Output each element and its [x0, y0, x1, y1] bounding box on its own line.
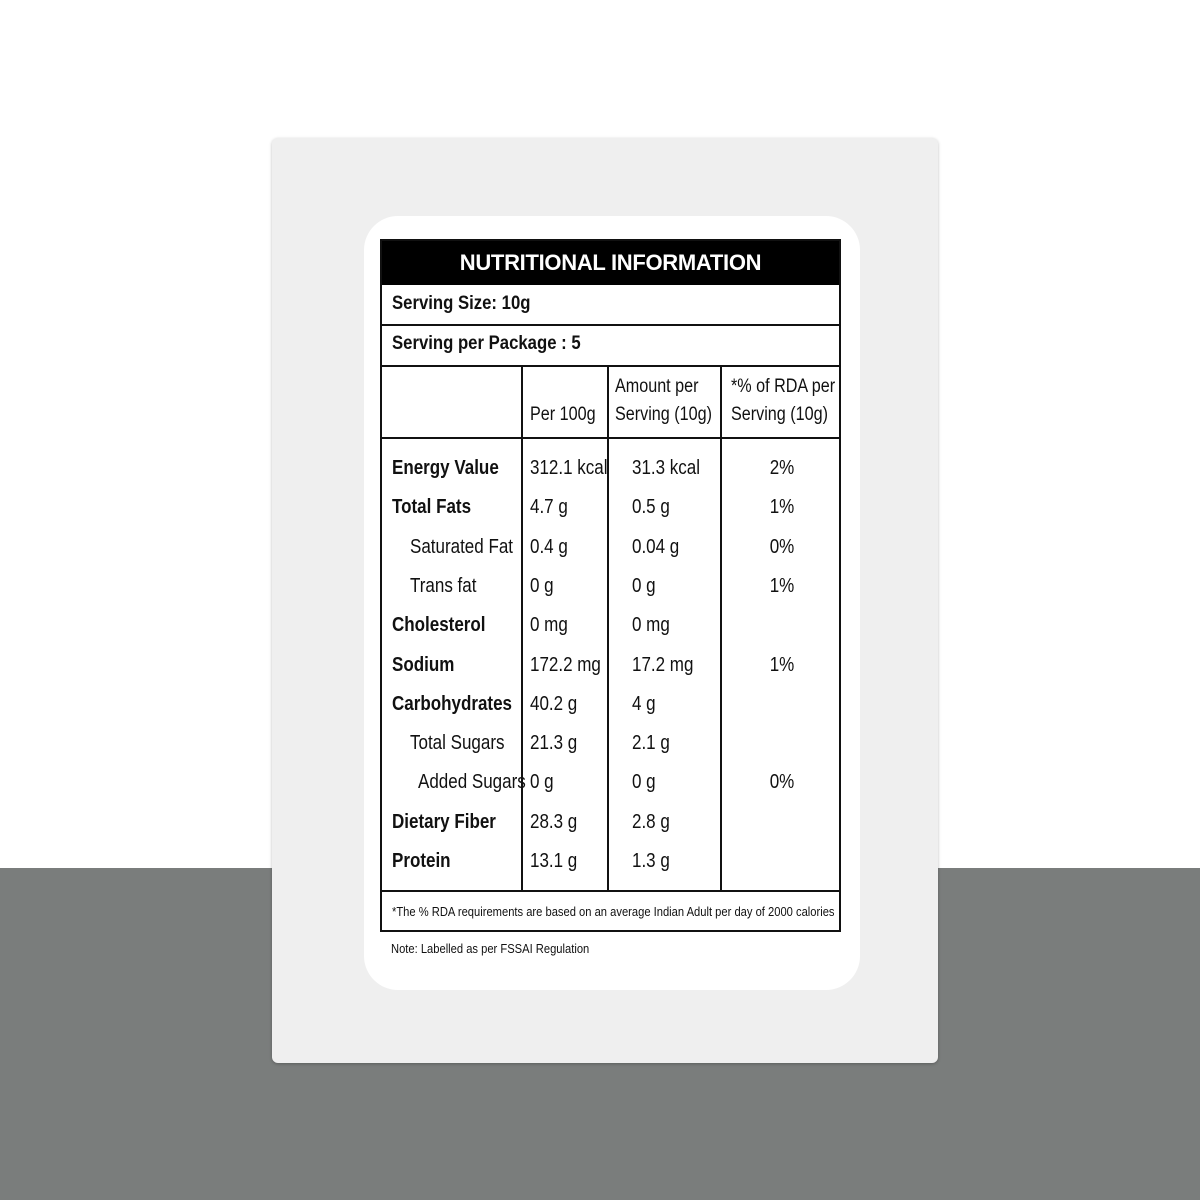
col-header-rda-line2: Serving (10g)	[731, 404, 828, 425]
value-per-100g: 28.3 g	[530, 810, 578, 833]
value-per-serving: 0.04 g	[632, 535, 680, 558]
nutrient-name: Trans fat	[410, 574, 477, 597]
nutrient-name: Total Sugars	[410, 732, 505, 755]
col-header-rda-line1: *% of RDA per	[731, 376, 836, 397]
value-per-serving: 2.8 g	[632, 810, 670, 833]
regulation-note: Note: Labelled as per FSSAI Regulation	[391, 941, 590, 956]
divider	[382, 365, 839, 367]
value-per-serving: 4 g	[632, 692, 656, 715]
nutrient-name: Energy Value	[392, 457, 499, 479]
value-per-100g: 4.7 g	[530, 496, 568, 519]
col-header-serving-line1: Amount per	[615, 376, 699, 397]
nutrient-name: Dietary Fiber	[392, 810, 496, 833]
column-divider	[720, 365, 722, 890]
nutrient-name: Sodium	[392, 653, 455, 676]
serving-size: Serving Size: 10g	[392, 293, 531, 314]
value-per-100g: 0.4 g	[530, 535, 568, 558]
rda-footnote: *The % RDA requirements are based on an average Indian Adult per day of 2000 calories	[392, 904, 835, 919]
nutrient-name: Cholesterol	[392, 614, 486, 637]
value-per-serving: 1.3 g	[632, 850, 670, 872]
divider	[382, 890, 839, 892]
nutrition-table	[380, 239, 841, 932]
value-per-serving: 0 g	[632, 771, 656, 794]
value-rda-percent: 1%	[769, 574, 795, 597]
value-per-100g: 0 mg	[530, 614, 568, 637]
value-per-100g: 21.3 g	[530, 732, 578, 755]
divider	[382, 437, 839, 439]
value-per-100g: 0 g	[530, 771, 554, 794]
col-header-per100: Per 100g	[530, 404, 596, 425]
value-per-serving: 0.5 g	[632, 496, 670, 519]
value-per-100g: 172.2 mg	[530, 653, 601, 676]
nutrition-title: NUTRITIONAL INFORMATION	[382, 241, 839, 285]
value-per-100g: 40.2 g	[530, 692, 578, 715]
nutrient-name: Protein	[392, 850, 451, 872]
nutrient-name: Total Fats	[392, 496, 472, 519]
value-per-100g: 312.1 kcal	[530, 457, 608, 479]
nutrient-name: Added Sugars	[418, 771, 526, 794]
value-per-serving: 31.3 kcal	[632, 457, 701, 479]
column-divider	[521, 365, 523, 890]
nutrient-name: Saturated Fat	[410, 535, 514, 558]
divider	[382, 324, 839, 326]
col-header-rda	[731, 373, 835, 429]
value-per-serving: 0 mg	[632, 614, 670, 637]
value-rda-percent: 1%	[769, 653, 795, 676]
col-header-serving-line2: Serving (10g)	[615, 404, 712, 425]
value-per-serving: 17.2 mg	[632, 653, 694, 676]
value-rda-percent: 1%	[769, 496, 795, 519]
serving-per-package: Serving per Package : 5	[392, 333, 581, 354]
value-rda-percent: 2%	[769, 457, 795, 479]
value-rda-percent: 0%	[769, 771, 795, 794]
value-per-100g: 13.1 g	[530, 850, 578, 872]
value-per-100g: 0 g	[530, 574, 554, 597]
nutrient-name: Carbohydrates	[392, 692, 512, 715]
value-rda-percent: 0%	[769, 535, 795, 558]
column-divider	[607, 365, 609, 890]
value-per-serving: 0 g	[632, 574, 656, 597]
value-per-serving: 2.1 g	[632, 732, 670, 755]
col-header-serving	[615, 373, 712, 429]
